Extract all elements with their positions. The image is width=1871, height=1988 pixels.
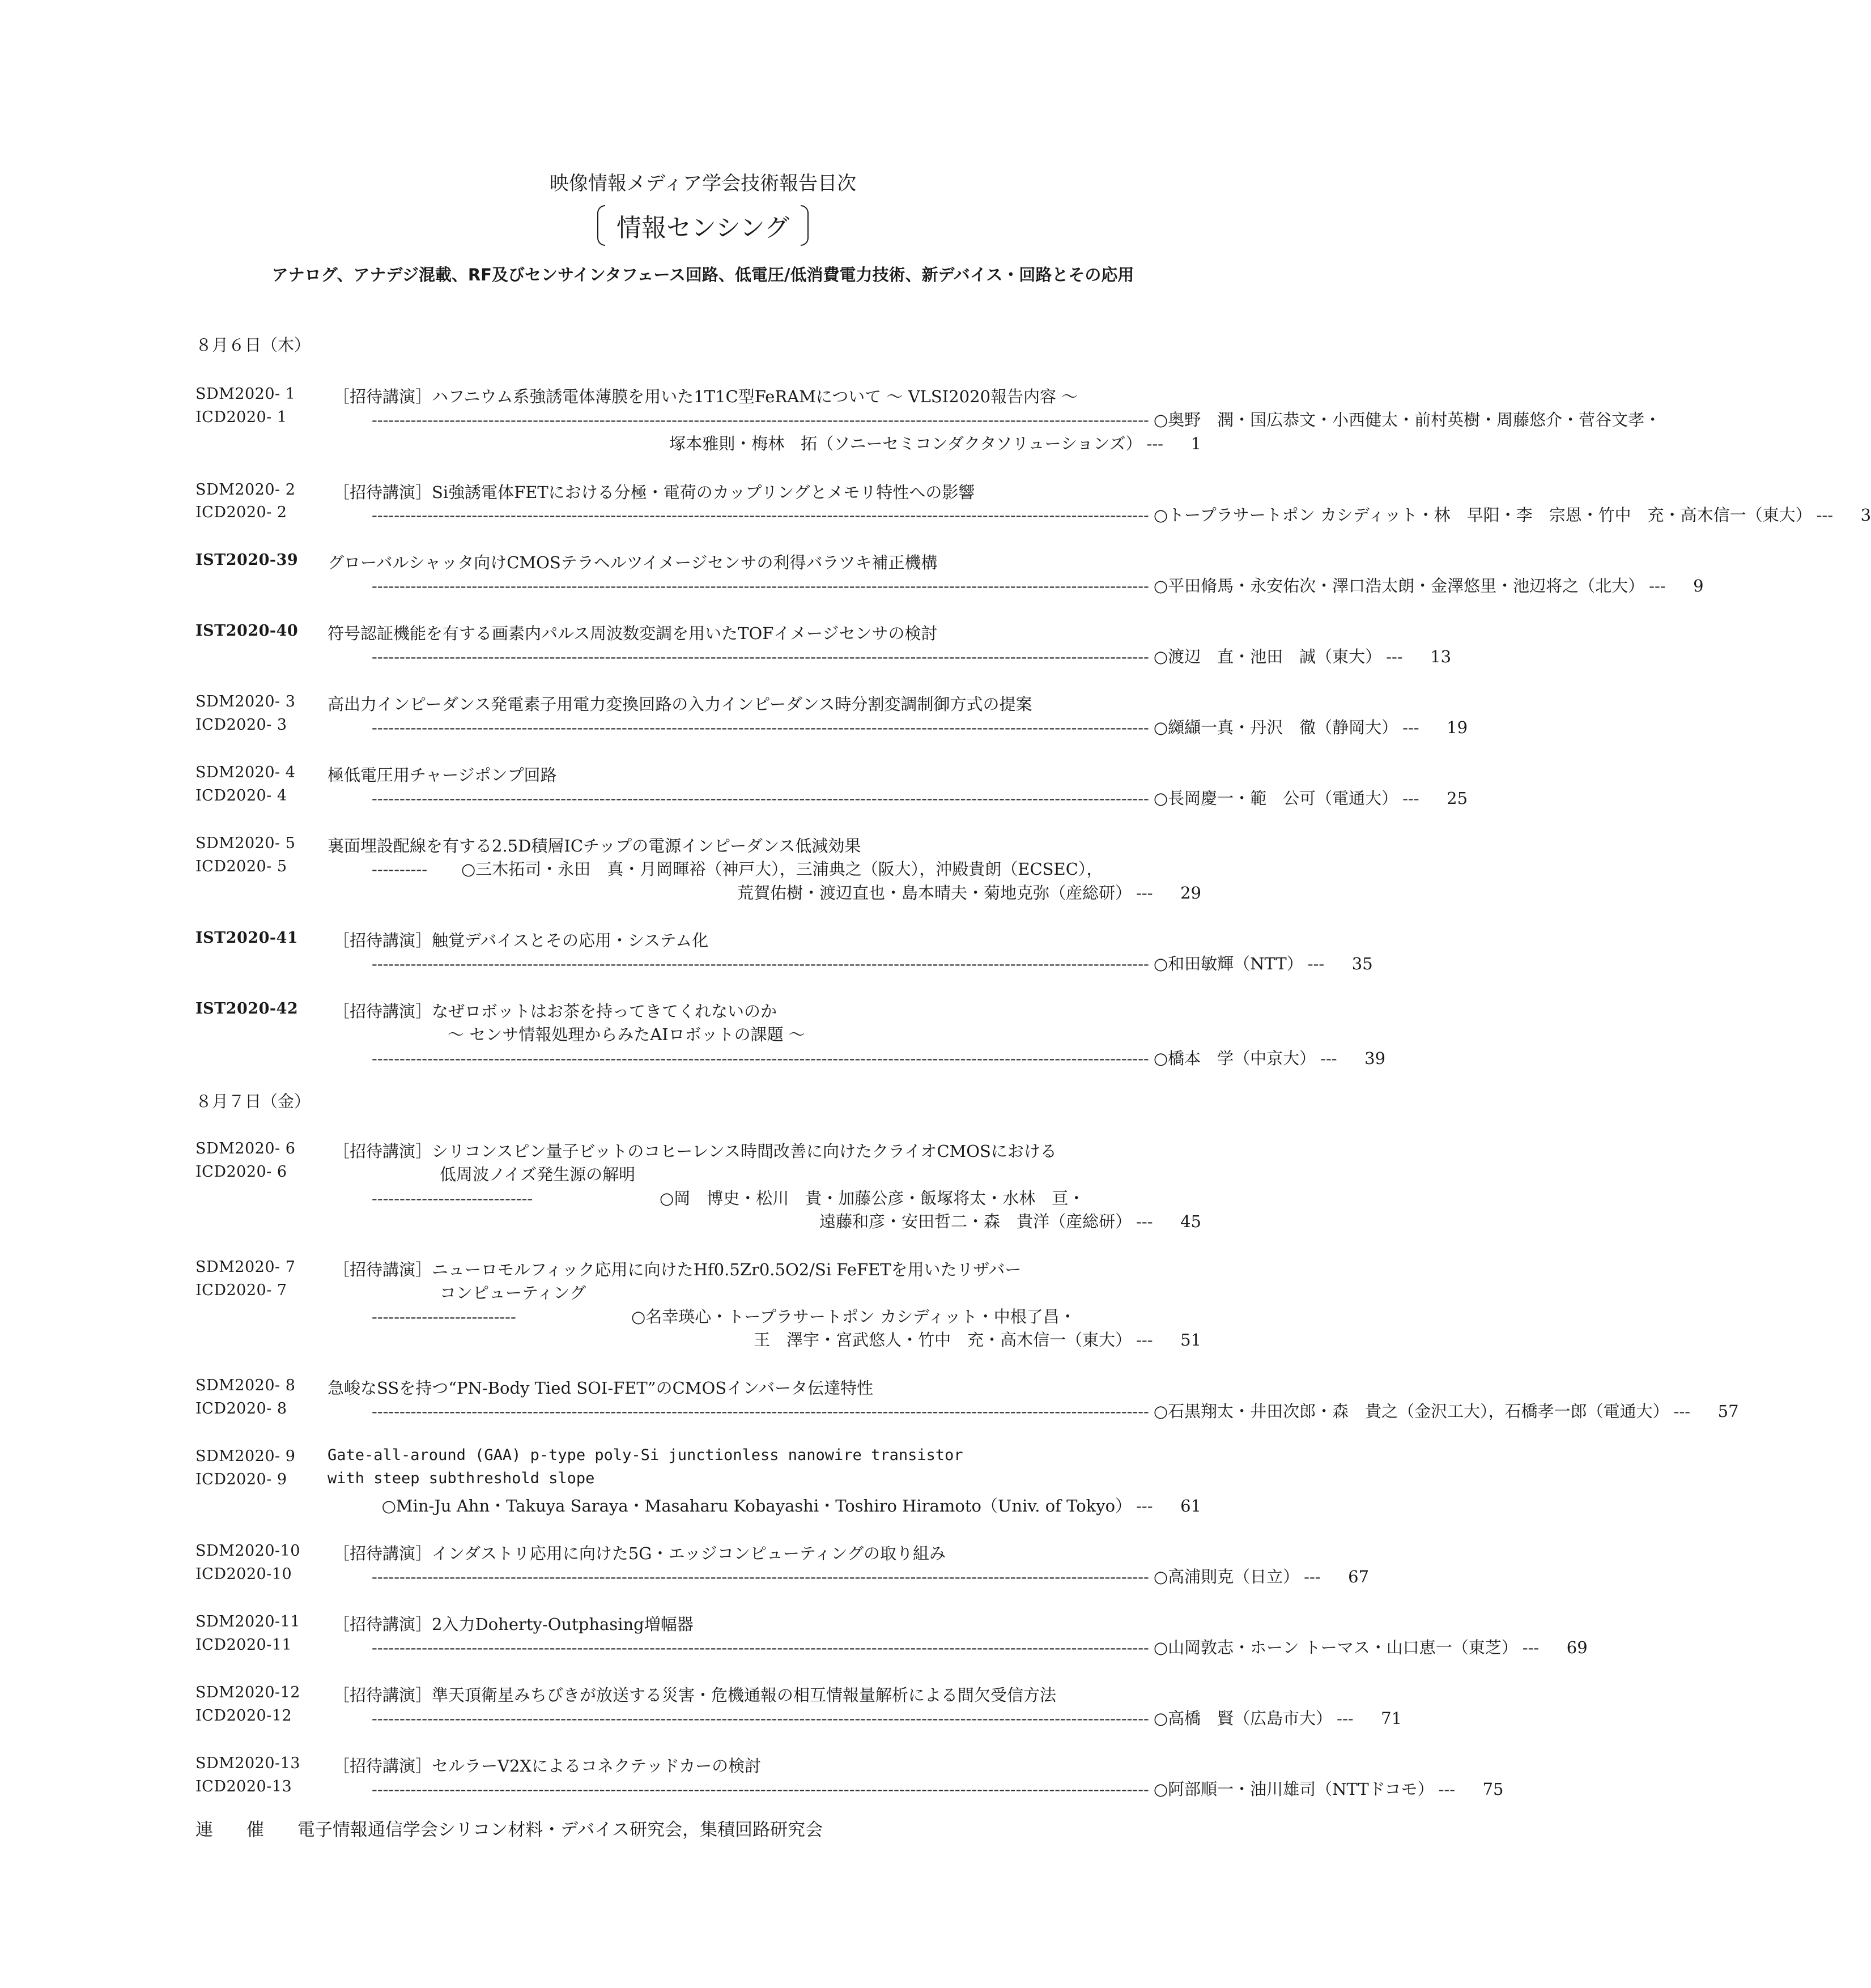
entry-author-line: -------------------------------------------------------------------------------------------------------------------------------------------- ○石黒翔太・井田次郎・森 貴之（金沢工大），石橋孝一郎（電通大） --- 57 xyxy=(367,1399,1201,1422)
entry-code: IST2020-39 xyxy=(195,551,299,569)
page-number: 45 xyxy=(1180,1212,1201,1231)
entry-title: 極低電圧用チャージポンプ回路 xyxy=(328,765,557,785)
entry-title-continued: with steep subthreshold slope xyxy=(328,1470,595,1487)
entry-authors: ○阿部順一・油川雄司（NTTドコモ） xyxy=(1153,1780,1434,1799)
entry-author-line: -------------------------------------------------------------------------------------------------------------------------------------------- ○渡辺 直・池田 誠（東大） --- 13 xyxy=(367,644,1201,667)
report-title: 映像情報メディア学会技術報告目次 xyxy=(549,172,857,195)
entry-author-line xyxy=(367,857,1201,880)
entry-author-line: -------------------------------------------------------------------------------------------------------------------------------------------- ○平田脩馬・永安佑次・澤口浩太朗・金澤悠里・池辺将之（北大） --- 9 xyxy=(367,573,1201,597)
leader-dots: -------------------------------------------------------------------------------------------------------------------------------------------- xyxy=(372,1567,1149,1586)
entry-authors: 王 澤宇・宮武悠人・竹中 充・高木信一（東大） xyxy=(754,1330,1132,1350)
entry-authors: ○高浦則克（日立） xyxy=(1153,1567,1300,1586)
entry-authors: ○長岡慶一・範 公可（電通大） xyxy=(1153,789,1398,808)
entry-code: ICD2020- 7 xyxy=(195,1282,287,1299)
entry-code: SDM2020- 7 xyxy=(195,1258,296,1276)
entry-title: ［招待講演］準天頂衛星みちびきが放送する災害・危機通報の相互情報量解析による間欠受信方法 xyxy=(333,1685,1057,1705)
entry-authors: ○岡 博史・松川 貴・加藤公彦・飯塚将太・水林 亘・ xyxy=(660,1189,1085,1208)
entry-author-line: -------------------------------------------------------------------------------------------------------------------------------------------- ○橋本 学（中京大） --- 39 xyxy=(367,1046,1201,1069)
entry-title: ［招待講演］セルラーV2Xによるコネクテッドカーの検討 xyxy=(333,1756,762,1776)
page-number: 35 xyxy=(1351,954,1373,973)
leader-dots: -------------------------------------------------------------------------------------------------------------------------------------------- xyxy=(372,1638,1149,1657)
entry-authors: ○Min-Ju Ahn・Takuya Saraya・Masaharu Kobayashi・Toshiro Hiramoto（Univ. of Tokyo） xyxy=(381,1496,1132,1516)
entry-code: SDM2020-12 xyxy=(195,1684,300,1701)
cosponsor-line xyxy=(195,1815,823,1841)
subtitle: アナログ、アナデジ混載、RF及びセンサインタフェース回路、低電圧/低消費電力技術、新デバイス・回路とその応用 xyxy=(271,265,1134,284)
entry-authors: ○三木拓司・永田 真・月岡暉裕（神戸大），三浦典之（阪大），沖殿貴朗（ECSEC）， xyxy=(461,859,1103,879)
entry-code: SDM2020- 6 xyxy=(195,1140,296,1157)
page-number: 13 xyxy=(1430,647,1452,666)
entry-author-line xyxy=(367,1186,1201,1209)
leader-dots: ----------------------------- xyxy=(372,1189,533,1208)
entry-author-line: 荒賀佑樹・渡辺直也・島本晴夫・菊地克弥（産総研） --- 29 xyxy=(367,880,1201,904)
entry-title-continued: ～ センサ情報処理からみたAIロボットの課題 ～ xyxy=(448,1025,805,1044)
entry-authors: 遠藤和彦・安田哲二・森 貴洋（産総研） xyxy=(819,1212,1132,1231)
entry-code: SDM2020- 1 xyxy=(195,385,296,403)
leader-dots: -------------------------- xyxy=(372,1307,516,1326)
entry-author-line xyxy=(367,407,1661,431)
entry-title: ［招待講演］なぜロボットはお茶を持ってきてくれないのか xyxy=(333,1002,777,1021)
entry-code: SDM2020-13 xyxy=(195,1755,300,1772)
entry-title: グローバルシャッタ向けCMOSテラヘルツイメージセンサの利得バラツキ補正機構 xyxy=(328,553,938,572)
page-number: 1 xyxy=(1190,434,1201,453)
entry-code: ICD2020- 6 xyxy=(195,1163,287,1181)
leader-dots: -------------------------------------------------------------------------------------------------------------------------------------------- xyxy=(372,1709,1149,1728)
entry-authors: 荒賀佑樹・渡辺直也・島本晴夫・菊地克弥（産総研） xyxy=(737,883,1132,903)
entry-title: Gate-all-around (GAA) p-type poly-Si junctionless nanowire transistor xyxy=(328,1446,963,1464)
page-number: 39 xyxy=(1364,1049,1386,1068)
entry-code: SDM2020- 8 xyxy=(195,1377,296,1394)
entry-title: 高出力インピーダンス発電素子用電力変換回路の入力インピーダンス時分割変調制御方式の提案 xyxy=(328,695,1032,714)
entry-author-line: -------------------------------------------------------------------------------------------------------------------------------------------- ○トープラサートポン カシディット・林 早阳・李 宗恩・竹中 充・高木信一（東大） --- 3 xyxy=(367,503,1201,526)
entry-authors: ○奥野 潤・国広恭文・小西健太・前村英樹・周藤悠介・菅谷文孝・ xyxy=(1153,410,1661,429)
page-number: 29 xyxy=(1180,883,1201,903)
entry-code: ICD2020- 3 xyxy=(195,716,287,734)
leader-dots: -------------------------------------------------------------------------------------------------------------------------------------------- xyxy=(372,647,1149,666)
entry-code: SDM2020-10 xyxy=(195,1542,300,1560)
entry-title: 符号認証機能を有する画素内パルス周波数変調を用いたTOFイメージセンサの検討 xyxy=(328,624,938,643)
entry-code: IST2020-41 xyxy=(195,929,299,947)
page-number: 19 xyxy=(1447,718,1468,737)
leader-dots: -------------------------------------------------------------------------------------------------------------------------------------------- xyxy=(372,718,1149,737)
entry-authors: ○平田脩馬・永安佑次・澤口浩太朗・金澤悠里・池辺将之（北大） xyxy=(1153,576,1645,595)
entry-title: ［招待講演］Si強誘電体FETにおける分極・電荷のカップリングとメモリ特性への影響 xyxy=(333,483,975,502)
entry-authors: ○高橋 賢（広島市大） xyxy=(1153,1709,1333,1728)
entry-title-continued: 低周波ノイズ発生源の解明 xyxy=(440,1165,636,1184)
entry-author-line: -------------------------------------------------------------------------------------------------------------------------------------------- ○長岡慶一・範 公可（電通大） --- 25 xyxy=(367,786,1201,809)
leader-dots: -------------------------------------------------------------------------------------------------------------------------------------------- xyxy=(372,1780,1149,1799)
page-number: 57 xyxy=(1717,1402,1739,1421)
leader-dots: -------------------------------------------------------------------------------------------------------------------------------------------- xyxy=(372,576,1149,595)
entry-author-line xyxy=(367,1304,1201,1327)
entry-code: ICD2020- 4 xyxy=(195,787,287,804)
entry-author-line: ○Min-Ju Ahn・Takuya Saraya・Masaharu Kobayashi・Toshiro Hiramoto（Univ. of Tokyo） --- 61 xyxy=(367,1493,1201,1517)
entry-title: 急峻なSSを持つ“PN-Body Tied SOI-FET”のCMOSインバータ伝達特性 xyxy=(328,1378,874,1398)
right-bracket-icon xyxy=(801,205,809,246)
entry-author-line: 遠藤和彦・安田哲二・森 貴洋（産総研） --- 45 xyxy=(367,1209,1201,1232)
entry-code: SDM2020-11 xyxy=(195,1613,300,1631)
entry-author-line: -------------------------------------------------------------------------------------------------------------------------------------------- ○山岡敦志・ホーン トーマス・山口恵一（東芝） --- 69 xyxy=(367,1635,1201,1658)
entry-title: ［招待講演］シリコンスピン量子ビットのコヒーレンス時間改善に向けたクライオCMOSにおける xyxy=(333,1142,1057,1161)
entry-author-line: 塚本雅則・梅林 拓（ソニーセミコンダクタソリューションズ） --- 1 xyxy=(367,431,1201,454)
entry-authors: ○渡辺 直・池田 誠（東大） xyxy=(1153,647,1382,666)
page-number: 51 xyxy=(1180,1330,1201,1350)
entry-code: ICD2020- 5 xyxy=(195,858,287,875)
leader-dots: -------------------------------------------------------------------------------------------------------------------------------------------- xyxy=(372,1049,1149,1068)
left-bracket-icon xyxy=(597,205,605,246)
entry-author-line: -------------------------------------------------------------------------------------------------------------------------------------------- ○阿部順一・油川雄司（NTTドコモ） --- 75 xyxy=(367,1777,1201,1800)
category-heading xyxy=(0,205,1406,246)
page-number: 3 xyxy=(1860,505,1871,525)
entry-author-line: -------------------------------------------------------------------------------------------------------------------------------------------- ○高浦則克（日立） --- 67 xyxy=(367,1564,1201,1587)
cosponsor-text: 電子情報通信学会シリコン材料・デバイス研究会，集積回路研究会 xyxy=(297,1820,823,1840)
entry-authors: 塚本雅則・梅林 拓（ソニーセミコンダクタソリューションズ） xyxy=(669,434,1142,453)
leader-dots: -------------------------------------------------------------------------------------------------------------------------------------------- xyxy=(372,1402,1149,1421)
entry-authors: ○名幸瑛心・トープラサートポン カシディット・中根了昌・ xyxy=(631,1307,1076,1326)
entry-authors: ○和田敏輝（NTT） xyxy=(1153,954,1303,973)
page-number: 69 xyxy=(1566,1638,1588,1657)
entry-code: ICD2020- 1 xyxy=(195,408,287,426)
page-number: 9 xyxy=(1693,576,1704,595)
entry-code: ICD2020-11 xyxy=(195,1636,292,1654)
page-number: 71 xyxy=(1381,1709,1402,1728)
entry-code: IST2020-42 xyxy=(195,1000,299,1018)
page-number: 25 xyxy=(1447,789,1468,808)
entry-author-line: -------------------------------------------------------------------------------------------------------------------------------------------- ○和田敏輝（NTT） --- 35 xyxy=(367,951,1201,974)
entry-title-continued: コンピューティング xyxy=(440,1283,586,1302)
entry-title: ［招待講演］ハフニウム系強誘電体薄膜を用いた1T1C型FeRAMについて ～ VLSI2020報告内容 ～ xyxy=(333,387,1078,406)
entry-code: ICD2020-13 xyxy=(195,1778,292,1795)
entry-code: SDM2020- 2 xyxy=(195,481,296,499)
entry-code: ICD2020-10 xyxy=(195,1565,292,1583)
entry-code: ICD2020-12 xyxy=(195,1707,292,1725)
entry-code: ICD2020- 2 xyxy=(195,504,287,521)
entry-code: IST2020-40 xyxy=(195,622,299,640)
entry-authors: ○山岡敦志・ホーン トーマス・山口恵一（東芝） xyxy=(1153,1638,1518,1657)
category-title: 情報センシング xyxy=(616,214,789,242)
entry-title: ［招待講演］ニューロモルフィック応用に向けたHf0.5Zr0.5O2/Si FeFETを用いたリザバー xyxy=(333,1260,1022,1279)
entry-authors: ○橋本 学（中京大） xyxy=(1153,1049,1316,1068)
entry-author-line: 王 澤宇・宮武悠人・竹中 充・高木信一（東大） --- 51 xyxy=(367,1327,1201,1351)
entry-code: SDM2020- 4 xyxy=(195,764,296,781)
leader-dots: -------------------------------------------------------------------------------------------------------------------------------------------- xyxy=(372,954,1149,973)
entry-title: ［招待講演］触覚デバイスとその応用・システム化 xyxy=(333,931,709,950)
entry-code: ICD2020- 8 xyxy=(195,1400,287,1417)
entry-title: 裏面埋設配線を有する2.5D積層ICチップの電源インピーダンス低減効果 xyxy=(328,836,861,855)
entry-code: SDM2020- 9 xyxy=(195,1448,296,1465)
entry-author-line: -------------------------------------------------------------------------------------------------------------------------------------------- ○纐纈一真・丹沢 徹（静岡大） --- 19 xyxy=(367,715,1201,738)
page-number: 75 xyxy=(1482,1780,1504,1799)
entry-title: ［招待講演］2入力Doherty-Outphasing増幅器 xyxy=(333,1615,694,1634)
cosponsor-label: 連 催 xyxy=(195,1820,272,1840)
entry-authors: ○トープラサートポン カシディット・林 早阳・李 宗恩・竹中 充・高木信一（東大） xyxy=(1153,505,1812,525)
leader-dots: -------------------------------------------------------------------------------------------------------------------------------------------- xyxy=(372,505,1149,525)
entry-code: SDM2020- 3 xyxy=(195,693,296,710)
day-heading: ８月７日（金） xyxy=(195,1092,311,1111)
page-number: 61 xyxy=(1180,1496,1201,1516)
entry-code: SDM2020- 5 xyxy=(195,835,296,852)
entry-authors: ○石黒翔太・井田次郎・森 貴之（金沢工大），石橋孝一郎（電通大） xyxy=(1153,1402,1669,1421)
page-number: 67 xyxy=(1348,1567,1370,1586)
entry-code: ICD2020- 9 xyxy=(195,1471,287,1488)
entry-author-line: -------------------------------------------------------------------------------------------------------------------------------------------- ○高橋 賢（広島市大） --- 71 xyxy=(367,1706,1201,1729)
entry-authors: ○纐纈一真・丹沢 徹（静岡大） xyxy=(1153,718,1398,737)
leader-dots: -------------------------------------------------------------------------------------------------------------------------------------------- xyxy=(372,789,1149,808)
leader-dots: -------------------------------------------------------------------------------------------------------------------------------------------- xyxy=(372,410,1149,429)
leader-dots: ---------- xyxy=(372,859,427,879)
day-heading: ８月６日（木） xyxy=(195,335,311,355)
entry-title: ［招待講演］インダストリ応用に向けた5G・エッジコンピューティングの取り組み xyxy=(333,1544,946,1563)
